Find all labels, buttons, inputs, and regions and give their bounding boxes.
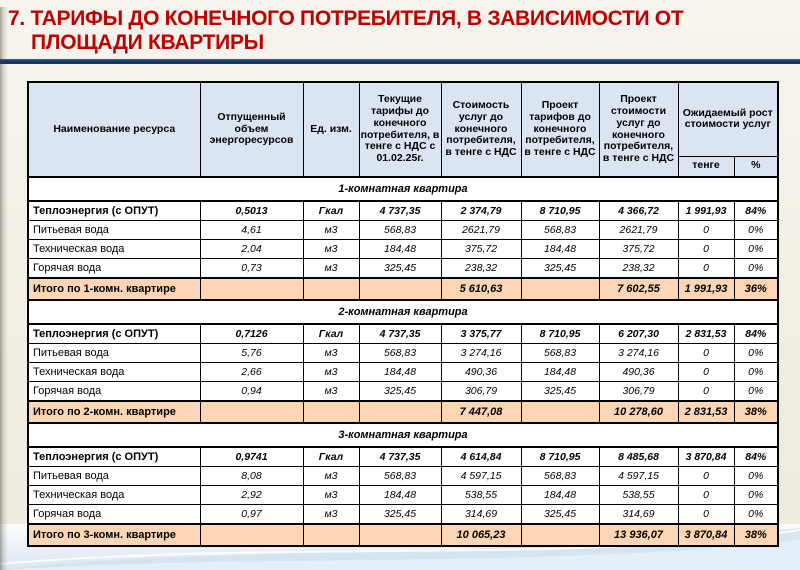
cell-unit: м3 <box>303 505 359 525</box>
cell-project-cost: 490,36 <box>599 363 678 382</box>
total-project-tariff <box>521 278 599 300</box>
total-unit <box>303 401 359 423</box>
total-growth-pct: 36% <box>734 278 778 300</box>
cell-current-cost: 3 274,16 <box>441 344 521 363</box>
cell-growth-tenge: 2 831,53 <box>678 324 734 344</box>
cell-volume: 4,61 <box>200 221 303 240</box>
cell-growth-tenge: 0 <box>678 382 734 402</box>
cell-current-cost: 375,72 <box>441 240 521 259</box>
header-project-tariff: Проект тарифов до конечного потребителя, в тенге с НДС <box>521 82 599 177</box>
cell-growth-tenge: 0 <box>678 240 734 259</box>
cell-growth-pct: 84% <box>734 201 778 221</box>
cell-current-tariff: 568,83 <box>359 344 441 363</box>
resource-row <box>28 382 778 402</box>
cell-current-tariff: 184,48 <box>359 240 441 259</box>
cell-project-tariff: 184,48 <box>521 240 599 259</box>
cell-current-cost: 2 374,79 <box>441 201 521 221</box>
header-resource: Наименование ресурса <box>28 82 200 177</box>
slide-title <box>8 7 790 55</box>
cell-unit: м3 <box>303 221 359 240</box>
cell-current-tariff: 568,83 <box>359 221 441 240</box>
total-growth-pct: 38% <box>734 401 778 423</box>
cell-unit: м3 <box>303 467 359 486</box>
cell-growth-tenge: 0 <box>678 467 734 486</box>
cell-project-cost: 4 597,15 <box>599 467 678 486</box>
cell-project-tariff: 8 710,95 <box>521 447 599 467</box>
resource-row <box>28 363 778 382</box>
total-current-tariff <box>359 401 441 423</box>
total-growth-tenge: 2 831,53 <box>678 401 734 423</box>
resource-row <box>28 447 778 467</box>
header-current-tariff: Текущие тарифы до конечного потребителя, в тенге с НДС с 01.02.25г. <box>359 82 441 177</box>
header-growth-pct: % <box>734 156 778 177</box>
total-unit <box>303 278 359 300</box>
header-unit: Ед. изм. <box>303 82 359 177</box>
cell-unit: Гкал <box>303 201 359 221</box>
cell-project-cost: 238,32 <box>599 259 678 279</box>
section-total-row <box>28 401 778 423</box>
tariff-table <box>27 81 779 547</box>
cell-resource-name: Горячая вода <box>28 382 200 402</box>
total-volume <box>200 524 303 546</box>
cell-resource-name: Техническая вода <box>28 486 200 505</box>
cell-project-cost: 4 366,72 <box>599 201 678 221</box>
cell-current-cost: 238,32 <box>441 259 521 279</box>
resource-row <box>28 486 778 505</box>
resource-row <box>28 467 778 486</box>
cell-volume: 0,73 <box>200 259 303 279</box>
cell-growth-pct: 0% <box>734 221 778 240</box>
slide-title-line1: 7. ТАРИФЫ ДО КОНЕЧНОГО ПОТРЕБИТЕЛЯ, В ЗАВИСИМОСТИ ОТ <box>8 7 684 30</box>
title-divider-rule <box>0 59 800 64</box>
cell-project-tariff: 8 710,95 <box>521 324 599 344</box>
cell-project-tariff: 568,83 <box>521 344 599 363</box>
table-body <box>28 177 778 546</box>
cell-current-tariff: 184,48 <box>359 363 441 382</box>
total-label: Итого по 3-комн. квартире <box>28 524 200 546</box>
section-title: 2-комнатная квартира <box>28 300 778 324</box>
cell-current-cost: 314,69 <box>441 505 521 525</box>
cell-resource-name: Горячая вода <box>28 505 200 525</box>
total-project-tariff <box>521 524 599 546</box>
slide-left-edge-shadow <box>0 7 8 570</box>
cell-resource-name: Питьевая вода <box>28 467 200 486</box>
cell-current-cost: 2621,79 <box>441 221 521 240</box>
cell-current-tariff: 325,45 <box>359 382 441 402</box>
table-header <box>28 82 778 177</box>
total-project-cost: 7 602,55 <box>599 278 678 300</box>
total-current-cost: 10 065,23 <box>441 524 521 546</box>
cell-growth-tenge: 0 <box>678 221 734 240</box>
cell-growth-pct: 0% <box>734 382 778 402</box>
cell-growth-tenge: 0 <box>678 505 734 525</box>
cell-current-tariff: 4 737,35 <box>359 447 441 467</box>
section-total-row <box>28 524 778 546</box>
cell-unit: м3 <box>303 363 359 382</box>
cell-current-cost: 490,36 <box>441 363 521 382</box>
cell-unit: м3 <box>303 240 359 259</box>
total-project-cost: 13 936,07 <box>599 524 678 546</box>
cell-growth-pct: 0% <box>734 259 778 279</box>
cell-project-cost: 306,79 <box>599 382 678 402</box>
cell-project-tariff: 8 710,95 <box>521 201 599 221</box>
cell-project-tariff: 184,48 <box>521 363 599 382</box>
cell-growth-pct: 0% <box>734 363 778 382</box>
cell-resource-name: Техническая вода <box>28 363 200 382</box>
cell-growth-pct: 0% <box>734 240 778 259</box>
resource-row <box>28 505 778 525</box>
cell-project-cost: 6 207,30 <box>599 324 678 344</box>
cell-project-tariff: 325,45 <box>521 382 599 402</box>
cell-current-tariff: 325,45 <box>359 505 441 525</box>
cell-growth-tenge: 1 991,93 <box>678 201 734 221</box>
total-label: Итого по 1-комн. квартире <box>28 278 200 300</box>
section-title: 1-комнатная квартира <box>28 177 778 201</box>
total-label: Итого по 2-комн. квартире <box>28 401 200 423</box>
resource-row <box>28 324 778 344</box>
cell-volume: 2,04 <box>200 240 303 259</box>
cell-current-cost: 306,79 <box>441 382 521 402</box>
section-title: 3-комнатная квартира <box>28 423 778 447</box>
header-row-main <box>28 82 778 156</box>
total-volume <box>200 401 303 423</box>
cell-unit: м3 <box>303 344 359 363</box>
cell-resource-name: Теплоэнергия (с ОПУТ) <box>28 324 200 344</box>
cell-unit: м3 <box>303 259 359 279</box>
cell-growth-tenge: 0 <box>678 486 734 505</box>
cell-project-cost: 2621,79 <box>599 221 678 240</box>
cell-unit: м3 <box>303 486 359 505</box>
cell-volume: 0,97 <box>200 505 303 525</box>
cell-volume: 2,92 <box>200 486 303 505</box>
cell-volume: 5,76 <box>200 344 303 363</box>
cell-growth-tenge: 0 <box>678 363 734 382</box>
total-growth-tenge: 3 870,84 <box>678 524 734 546</box>
cell-resource-name: Горячая вода <box>28 259 200 279</box>
cell-project-tariff: 325,45 <box>521 505 599 525</box>
tariff-table-container <box>27 81 779 547</box>
section-title-row <box>28 300 778 324</box>
total-growth-pct: 38% <box>734 524 778 546</box>
cell-growth-pct: 0% <box>734 505 778 525</box>
cell-project-cost: 8 485,68 <box>599 447 678 467</box>
cell-project-cost: 314,69 <box>599 505 678 525</box>
header-current-cost: Стоимость услуг до конечного потребителя, в тенге с НДС <box>441 82 521 177</box>
header-growth-group: Ожидаемый рост стоимости услуг <box>678 82 778 156</box>
resource-row <box>28 344 778 363</box>
header-volume: Отпущенный объем энергоресурсов <box>200 82 303 177</box>
resource-row <box>28 240 778 259</box>
cell-growth-pct: 0% <box>734 467 778 486</box>
cell-project-cost: 3 274,16 <box>599 344 678 363</box>
cell-volume: 0,5013 <box>200 201 303 221</box>
cell-unit: Гкал <box>303 324 359 344</box>
header-project-cost: Проект стоимости услуг до конечного потребителя, в тенге с НДС <box>599 82 678 177</box>
cell-project-tariff: 568,83 <box>521 467 599 486</box>
cell-project-tariff: 184,48 <box>521 486 599 505</box>
cell-volume: 8,08 <box>200 467 303 486</box>
header-growth-tenge: тенге <box>678 156 734 177</box>
total-current-tariff <box>359 524 441 546</box>
cell-current-tariff: 4 737,35 <box>359 201 441 221</box>
cell-current-tariff: 184,48 <box>359 486 441 505</box>
total-unit <box>303 524 359 546</box>
cell-growth-tenge: 0 <box>678 344 734 363</box>
cell-volume: 0,94 <box>200 382 303 402</box>
cell-volume: 2,66 <box>200 363 303 382</box>
cell-current-cost: 3 375,77 <box>441 324 521 344</box>
cell-current-tariff: 568,83 <box>359 467 441 486</box>
cell-growth-pct: 84% <box>734 324 778 344</box>
section-total-row <box>28 278 778 300</box>
cell-resource-name: Питьевая вода <box>28 221 200 240</box>
cell-current-cost: 538,55 <box>441 486 521 505</box>
cell-growth-pct: 0% <box>734 344 778 363</box>
resource-row <box>28 201 778 221</box>
total-current-cost: 5 610,63 <box>441 278 521 300</box>
cell-resource-name: Теплоэнергия (с ОПУТ) <box>28 447 200 467</box>
cell-resource-name: Техническая вода <box>28 240 200 259</box>
cell-project-tariff: 568,83 <box>521 221 599 240</box>
cell-growth-tenge: 0 <box>678 259 734 279</box>
total-project-tariff <box>521 401 599 423</box>
total-growth-tenge: 1 991,93 <box>678 278 734 300</box>
resource-row <box>28 221 778 240</box>
total-current-tariff <box>359 278 441 300</box>
cell-growth-pct: 84% <box>734 447 778 467</box>
cell-project-tariff: 325,45 <box>521 259 599 279</box>
section-title-row <box>28 423 778 447</box>
cell-growth-tenge: 3 870,84 <box>678 447 734 467</box>
cell-resource-name: Питьевая вода <box>28 344 200 363</box>
cell-unit: м3 <box>303 382 359 402</box>
section-title-row <box>28 177 778 201</box>
total-project-cost: 10 278,60 <box>599 401 678 423</box>
cell-project-cost: 538,55 <box>599 486 678 505</box>
cell-growth-pct: 0% <box>734 486 778 505</box>
cell-resource-name: Теплоэнергия (с ОПУТ) <box>28 201 200 221</box>
cell-current-cost: 4 614,84 <box>441 447 521 467</box>
cell-volume: 0,7126 <box>200 324 303 344</box>
cell-current-tariff: 4 737,35 <box>359 324 441 344</box>
slide-title-line2: ПЛОЩАДИ КВАРТИРЫ <box>31 30 264 54</box>
cell-project-cost: 375,72 <box>599 240 678 259</box>
resource-row <box>28 259 778 279</box>
cell-unit: Гкал <box>303 447 359 467</box>
cell-volume: 0,9741 <box>200 447 303 467</box>
cell-current-cost: 4 597,15 <box>441 467 521 486</box>
total-volume <box>200 278 303 300</box>
cell-current-tariff: 325,45 <box>359 259 441 279</box>
total-current-cost: 7 447,08 <box>441 401 521 423</box>
